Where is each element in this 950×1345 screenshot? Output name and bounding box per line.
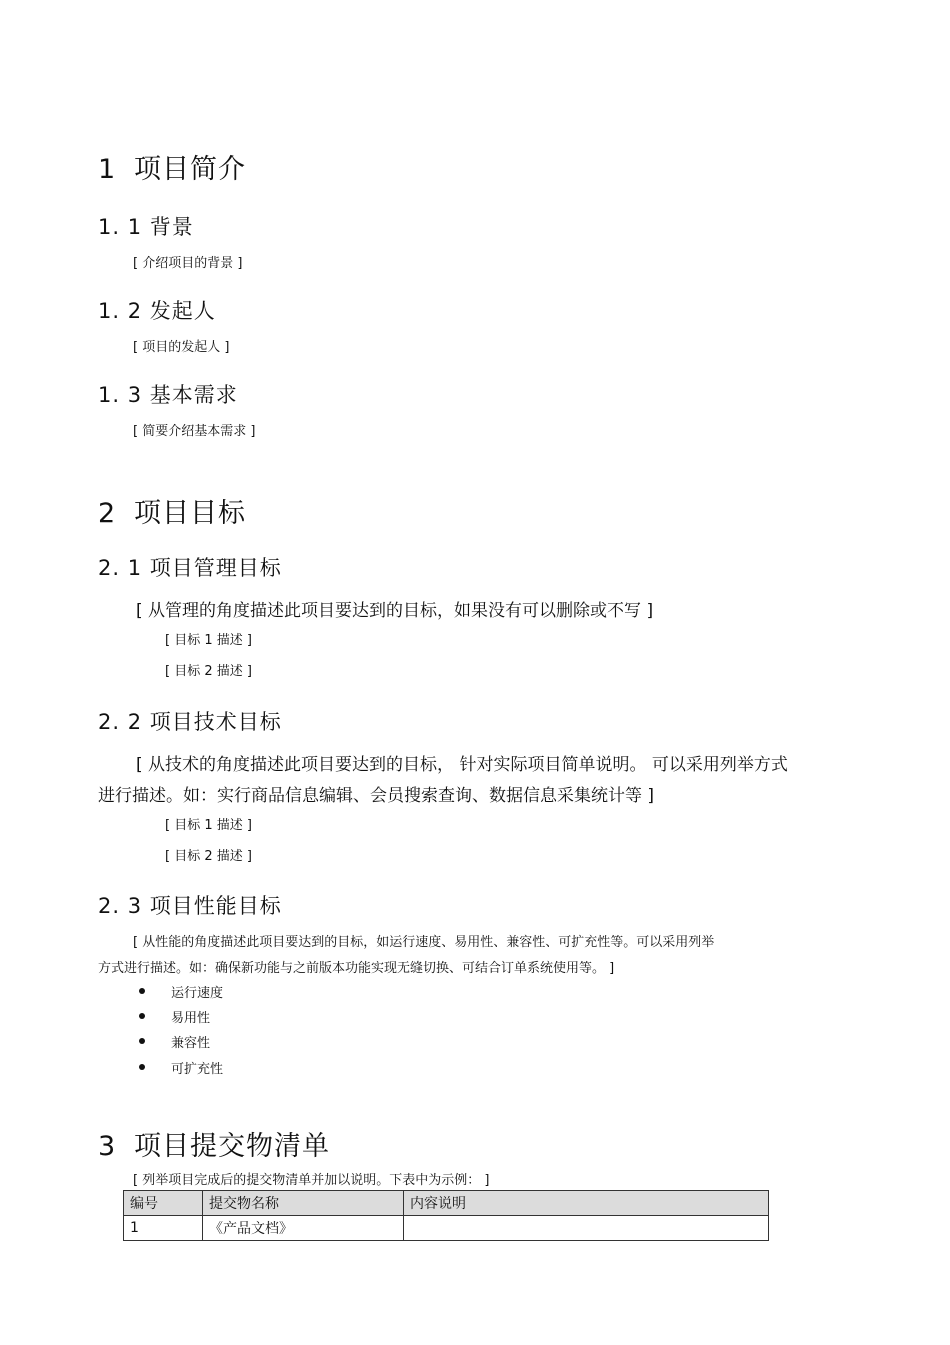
table-row xyxy=(124,1216,769,1241)
deliverables-table xyxy=(123,1190,769,1241)
section-2-number: 2 xyxy=(98,498,117,529)
table-header-cell: 编号 xyxy=(124,1191,203,1216)
section-2-2-note-line-2: 进行描述。如：实行商品信息编辑、会员搜索查询、数据信息采集统计等 ] xyxy=(98,786,655,806)
section-1-3-heading: 1. 3 基本需求 xyxy=(98,383,238,407)
table-cell xyxy=(404,1216,769,1241)
section-2-1-note: [ 从管理的角度描述此项目要达到的目标，如果没有可以删除或不写 ] xyxy=(136,601,654,621)
section-2-2-heading: 2. 2 项目技术目标 xyxy=(98,710,282,734)
table-header-cell: 内容说明 xyxy=(404,1191,769,1216)
section-2-1-goal-1: [ 目标 1 描述 ] xyxy=(165,633,252,648)
bullet-dot xyxy=(139,1013,145,1019)
section-2-2-note-line-1: [ 从技术的角度描述此项目要达到的目标， 针对实际项目简单说明。 可以采用列举方式 xyxy=(136,755,788,775)
section-3-number: 3 xyxy=(98,1131,117,1162)
section-2-2-goal-2: [ 目标 2 描述 ] xyxy=(165,849,252,864)
section-1-2-note: [ 项目的发起人 ] xyxy=(133,340,230,355)
section-2-3-note-line-2: 方式进行描述。如：确保新功能与之前版本功能实现无缝切换、可结合订单系统使用等。 ] xyxy=(98,961,615,976)
bullet-item-2: 易用性 xyxy=(171,1011,211,1026)
section-2-2-goal-1: [ 目标 1 描述 ] xyxy=(165,818,252,833)
section-1-3-note: [ 简要介绍基本需求 ] xyxy=(133,424,256,439)
table-cell: 《产品文档》 xyxy=(203,1216,404,1241)
section-3-title-text: 项目提交物清单 xyxy=(134,1131,330,1162)
section-1-title xyxy=(98,147,246,186)
section-2-title-text: 项目目标 xyxy=(134,498,246,529)
section-3-note: [ 列举项目完成后的提交物清单并加以说明。下表中为示例： ] xyxy=(133,1173,490,1188)
bullet-dot xyxy=(139,988,145,994)
section-2-3-heading: 2. 3 项目性能目标 xyxy=(98,894,282,918)
bullet-dot xyxy=(139,1038,145,1044)
section-1-2-heading: 1. 2 发起人 xyxy=(98,299,216,323)
section-2-1-goal-2: [ 目标 2 描述 ] xyxy=(165,664,252,679)
section-1-1-note: [ 介绍项目的背景 ] xyxy=(133,256,243,271)
section-2-3-note-line-1: [ 从性能的角度描述此项目要达到的目标，如运行速度、易用性、兼容性、可扩充性等。可以采用列举 xyxy=(133,935,715,950)
bullet-item-3: 兼容性 xyxy=(171,1036,211,1051)
section-3-title xyxy=(98,1124,330,1163)
section-2-title xyxy=(98,491,246,530)
section-1-number: 1 xyxy=(98,154,117,185)
bullet-item-4: 可扩充性 xyxy=(171,1062,224,1077)
bullet-dot xyxy=(139,1064,145,1070)
section-1-title-text: 项目简介 xyxy=(134,154,246,185)
table-header-row xyxy=(124,1191,769,1216)
bullet-item-1: 运行速度 xyxy=(171,986,224,1001)
table-header-cell: 提交物名称 xyxy=(203,1191,404,1216)
section-2-1-heading: 2. 1 项目管理目标 xyxy=(98,556,282,580)
section-1-1-heading: 1. 1 背景 xyxy=(98,215,194,239)
table-cell: 1 xyxy=(124,1216,203,1241)
